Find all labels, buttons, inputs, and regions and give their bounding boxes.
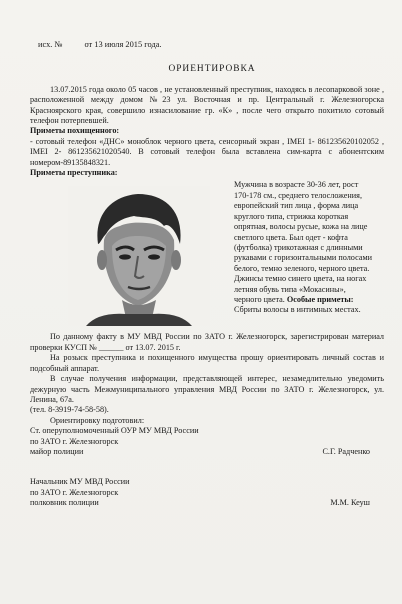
prepared-by-block xyxy=(30,416,384,458)
stolen-description: - сотовый телефон «ДНС» моноблок черного цвета, сенсорный экран , IMEI 1- 861235620102052 , IMEI 2- 861235621020540. В сотовый телефон была вставлена сим-карта с абонентским номером-89135848321. xyxy=(30,136,384,167)
prepared-label: Ориентировку подготовил: xyxy=(50,415,145,425)
kusp-paragraph: По данному факту в МУ МВД России по ЗАТО г. Железногорск, зарегистрирован материал проверки КУСП № ______ от 13.07. 2015 г. xyxy=(30,332,384,352)
prepared-signature-line xyxy=(30,447,370,457)
prepared-position: Ст. оперуполномоченный ОУР МУ МВД России xyxy=(30,426,199,436)
prepared-department: по ЗАТО г. Железногорск xyxy=(30,436,119,446)
document-header xyxy=(38,40,384,50)
chief-name: М.М. Кеуш xyxy=(330,498,370,508)
chief-rank: полковник полиции xyxy=(30,498,99,508)
outgoing-number: исх. № xyxy=(38,40,63,49)
contact-phone: (тел. 8-3919-74-58-58). xyxy=(30,405,109,415)
suspect-block xyxy=(30,180,384,326)
chief-position: Начальник МУ МВД России xyxy=(30,477,130,487)
chief-block xyxy=(30,477,384,508)
document-title: ОРИЕНТИРОВКА xyxy=(168,64,256,75)
suspect-heading: Приметы преступника: xyxy=(30,168,118,178)
chief-signature-line xyxy=(30,498,370,508)
chief-department: по ЗАТО г. Железногорск xyxy=(30,487,119,497)
search-request-paragraph: На розыск преступника и похищенного имущества прошу ориентировать личный состав и подсобный аппарат. xyxy=(30,353,384,373)
document-date: от 13 июля 2015 года. xyxy=(84,40,162,49)
intro-paragraph: 13.07.2015 года около 05 часов , не установленный преступник, находясь в лесопарковой зоне , расположенной между домом №23 ул. Восточная и пр. Центральный г. Железногорска Красноярского края, совершило изнасилование гр. «К» , после чего открыто похитило сотовый телефон потерпевшей. xyxy=(30,84,384,126)
suspect-description: Мужчина в возрасте 30-36 лет, рост 170-178 см., среднего телосложения, европейский тип лица , форма лица круглого типа, стрижка короткая опрятная, волосы русые, кожа на лице светлого цвета. Был одет - кофта (футболка) трикотажная с длинными рукавами с горизонтальными полосами белого, темно зеленого, черного цвета. Джинсы темно синего цвета, на ногах летняя обувь типа «Мокасины», черного цвета. xyxy=(234,180,373,304)
special-marks-text: Сбриты волосы в интимных местах. xyxy=(234,305,361,315)
prepared-name: С.Г. Радченко xyxy=(322,446,370,456)
suspect-photo xyxy=(68,186,210,326)
special-marks-heading: Особые приметы: xyxy=(286,294,354,304)
prepared-rank: майор полиции xyxy=(30,446,84,456)
stolen-section xyxy=(30,126,384,168)
notify-paragraph: В случае получения информации, представляющей интерес, незамедлительно уведомить дежурную часть Межмуниципального управления МВД России по ЗАТО г. Железногорск, ул. Ленина, 67а. xyxy=(30,374,384,404)
stolen-heading: Приметы похищенного: xyxy=(30,126,120,136)
suspect-description-block xyxy=(234,180,374,326)
